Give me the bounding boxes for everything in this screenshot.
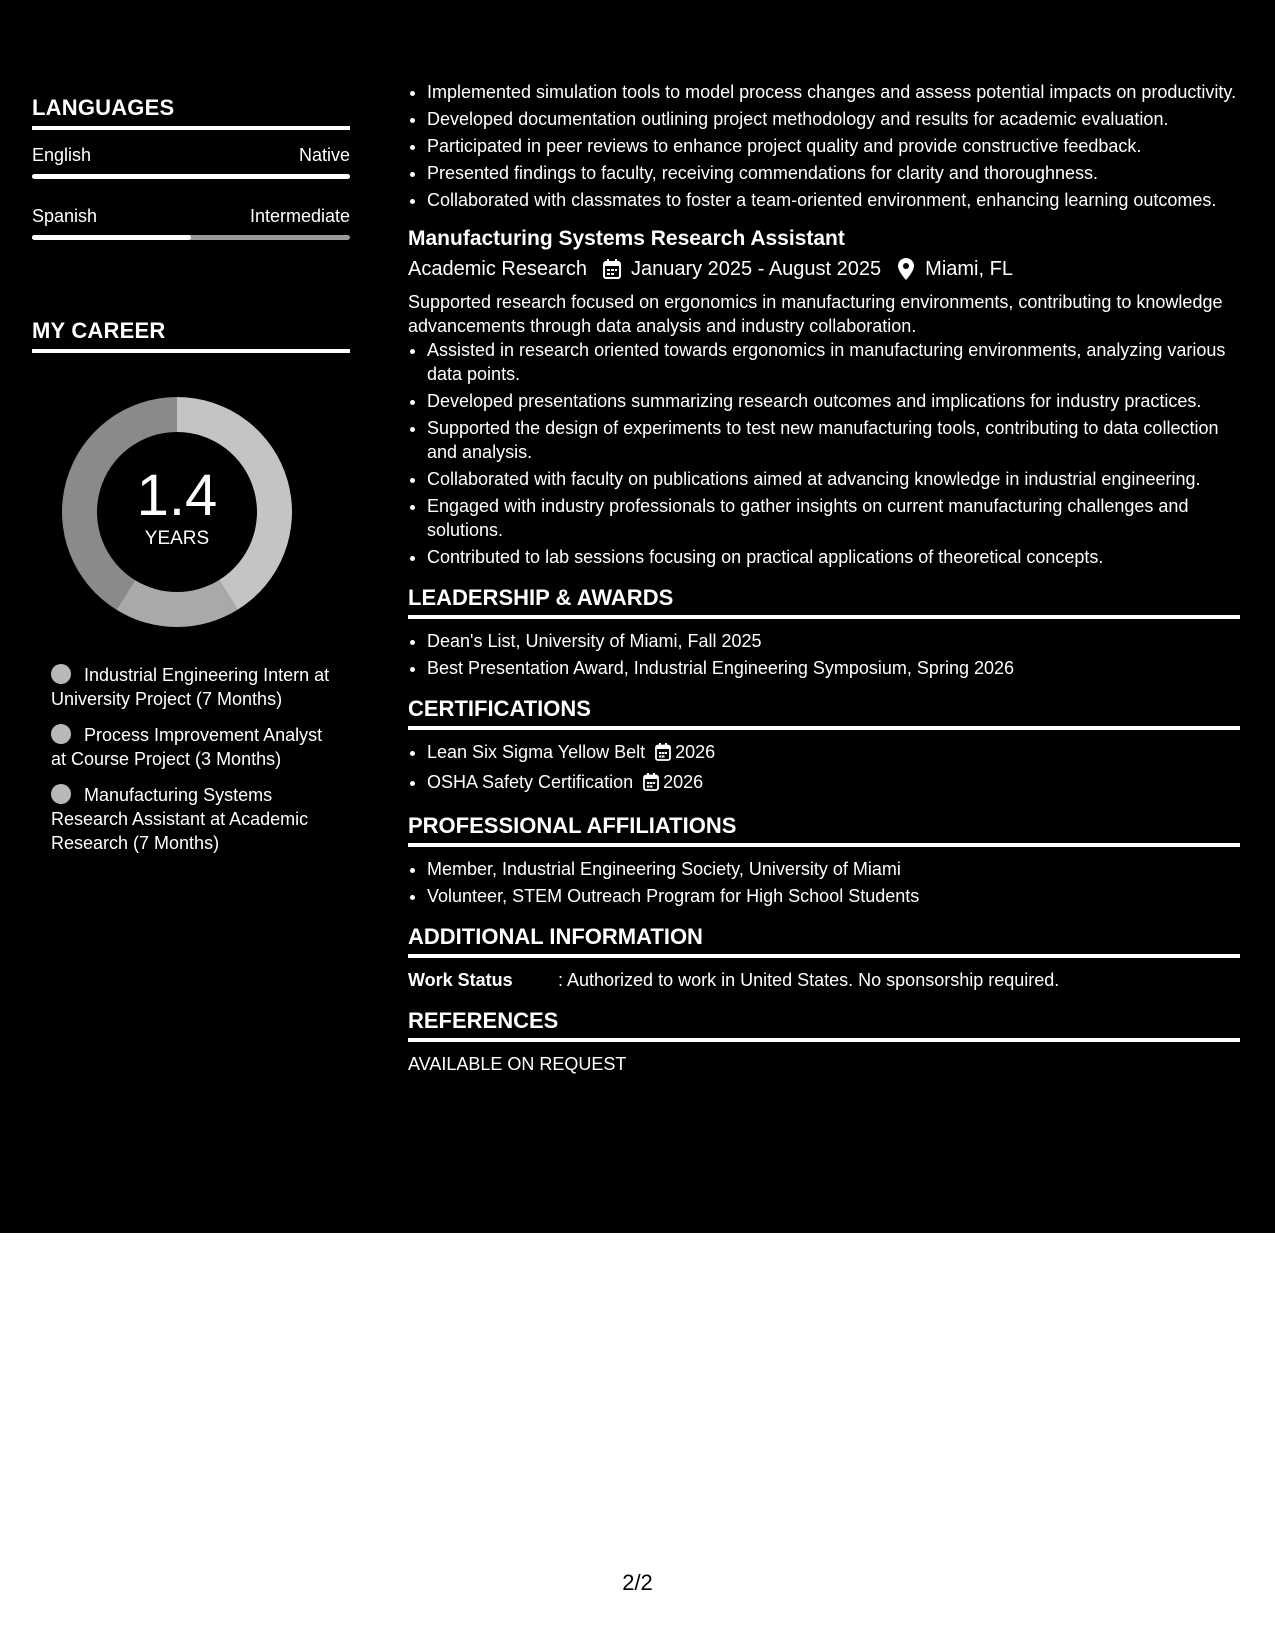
list-item: • Volunteer, STEM Outreach Program for High School Students <box>427 884 1240 908</box>
list-item: • Implemented simulation tools to model process changes and assess potential impacts on productivity. <box>427 80 1240 104</box>
job-meta <box>408 256 1240 282</box>
list-item: • Supported the design of experiments to test new manufacturing tools, contributing to data collection and analysis. <box>427 416 1240 464</box>
job-summary: Supported research focused on ergonomics in manufacturing environments, contributing to knowledge advancements through data analysis and industry collaboration. <box>408 292 1223 336</box>
calendar-icon <box>643 773 659 797</box>
list-item: • Presented findings to faculty, receiving commendations for clarity and thoroughness. <box>427 161 1240 185</box>
certification-year: 2026 <box>675 742 716 762</box>
list-item: • Best Presentation Award, Industrial Engineering Symposium, Spring 2026 <box>427 656 1240 680</box>
page-number: 2/2 <box>622 1570 653 1595</box>
list-item <box>427 740 1240 767</box>
list-item: • Collaborated with faculty on publications aimed at advancing knowledge in industrial engineering. <box>427 467 1240 491</box>
certification-name: Lean Six Sigma Yellow Belt <box>427 742 646 762</box>
list-item <box>427 770 1240 797</box>
bullet-dot-icon <box>51 784 71 804</box>
affiliations-heading: PROFESSIONAL AFFILIATIONS <box>408 813 1240 847</box>
calendar-icon <box>655 743 671 767</box>
previous-job-bullets <box>408 80 1240 212</box>
job-location: Miami, FL <box>925 258 1013 280</box>
work-status-row <box>408 968 1240 992</box>
list-item: • Developed documentation outlining project methodology and results for academic evaluation. <box>427 107 1240 131</box>
career-list-item: Manufacturing Systems Research Assistant at Academic Research (7 Months) <box>51 785 309 853</box>
list-item: • Engaged with industry professionals to gather insights on current manufacturing challenges and solutions. <box>427 494 1240 542</box>
language-proficiency-fill <box>32 174 350 179</box>
certifications-list <box>408 740 1240 797</box>
career-list-item: Industrial Engineering Intern at University Project (7 Months) <box>51 665 330 709</box>
career-list <box>51 663 341 855</box>
language-proficiency-bar <box>32 235 350 240</box>
leadership-heading: LEADERSHIP & AWARDS <box>408 585 1240 619</box>
certifications-heading: CERTIFICATIONS <box>408 696 1240 730</box>
career-total-value: 1.4 <box>136 463 218 528</box>
language-proficiency-fill <box>32 235 191 240</box>
certification-name: OSHA Safety Certification <box>427 772 634 792</box>
leadership-list <box>408 629 1240 680</box>
job-dates: January 2025 - August 2025 <box>630 258 882 280</box>
bullet-dot-icon <box>51 724 71 744</box>
career-donut-chart <box>62 397 292 627</box>
list-item: • Assisted in research oriented towards ergonomics in manufacturing environments, analyzing various data points. <box>427 338 1240 386</box>
languages-heading: LANGUAGES <box>32 95 350 130</box>
additional-info-heading: ADDITIONAL INFORMATION <box>408 924 1240 958</box>
affiliations-list <box>408 857 1240 908</box>
main-content <box>408 80 1240 1076</box>
career-donut-center <box>62 397 292 627</box>
list-item: • Contributed to lab sessions focusing on practical applications of theoretical concepts. <box>427 545 1240 569</box>
calendar-icon <box>601 258 623 280</box>
list-item: • Participated in peer reviews to enhance project quality and provide constructive feedback. <box>427 134 1240 158</box>
list-item: • Collaborated with classmates to foster a team-oriented environment, enhancing learning outcomes. <box>427 188 1240 212</box>
job-bullets <box>408 338 1240 569</box>
career-heading: MY CAREER <box>32 318 350 353</box>
list-item: • Developed presentations summarizing research outcomes and implications for industry practices. <box>427 389 1240 413</box>
certification-year: 2026 <box>663 772 704 792</box>
language-level: Intermediate <box>249 206 350 226</box>
language-proficiency-bar <box>32 174 350 179</box>
language-item-english <box>32 144 350 179</box>
language-name: English <box>32 145 92 165</box>
work-status-value: : Authorized to work in United States. No sponsorship required. <box>558 970 1060 990</box>
work-status-label: Work Status <box>408 970 513 990</box>
career-total-unit: YEARS <box>144 528 210 549</box>
career-list-item: Process Improvement Analyst at Course Project (3 Months) <box>51 725 323 769</box>
references-text: AVAILABLE ON REQUEST <box>408 1054 627 1074</box>
references-heading: REFERENCES <box>408 1008 1240 1042</box>
language-level: Native <box>298 145 350 165</box>
list-item: • Member, Industrial Engineering Society, University of Miami <box>427 857 1240 881</box>
language-item-spanish <box>32 205 350 240</box>
list-item: • Dean's List, University of Miami, Fall 2025 <box>427 629 1240 653</box>
job-organization: Academic Research <box>408 258 587 280</box>
language-name: Spanish <box>32 206 98 226</box>
job-title: Manufacturing Systems Research Assistant <box>408 227 845 250</box>
sidebar <box>32 95 350 867</box>
bullet-dot-icon <box>51 664 71 684</box>
location-pin-icon <box>895 258 917 280</box>
